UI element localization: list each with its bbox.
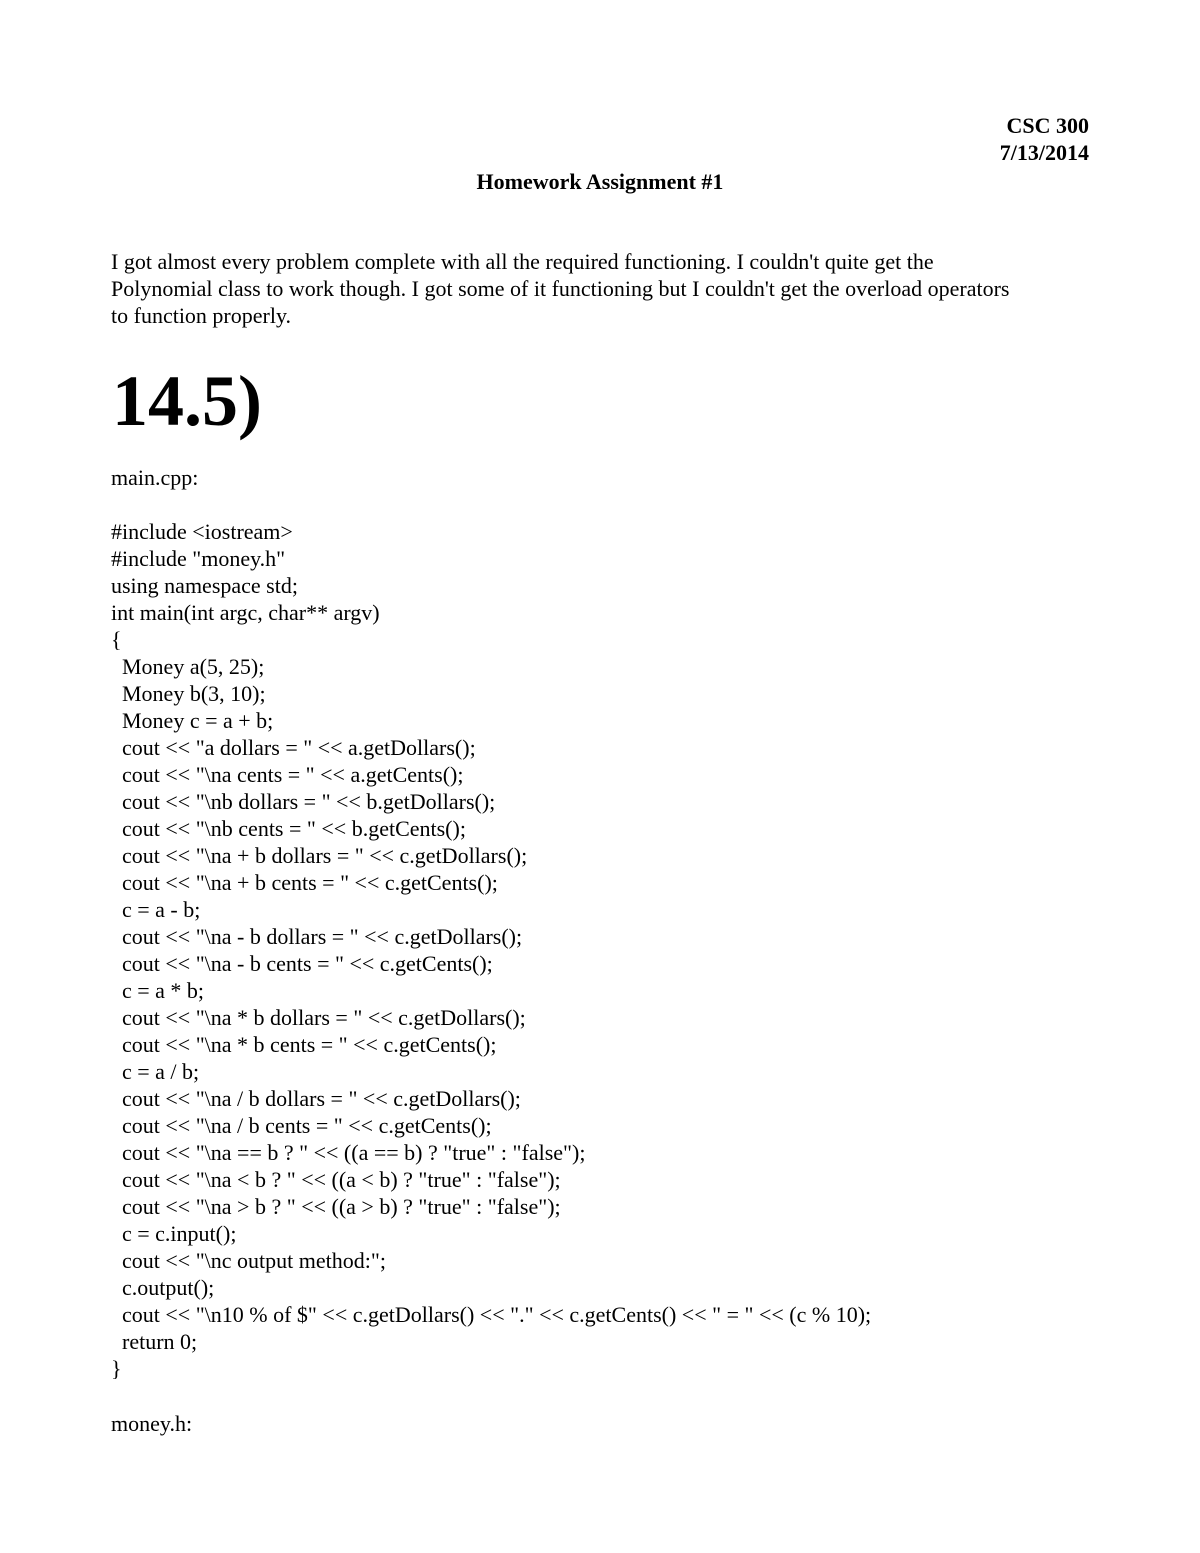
code-line: Money a(5, 25);: [111, 654, 265, 679]
code-line: using namespace std;: [111, 573, 298, 598]
code-line: cout << "\nc output method:";: [111, 1248, 386, 1273]
main-cpp-code-block: [111, 518, 871, 1382]
money-h-label: money.h:: [111, 1411, 193, 1436]
code-line: int main(int argc, char** argv): [111, 600, 380, 625]
code-line: cout << "\na + b dollars = " << c.getDollars();: [111, 843, 528, 868]
code-line: #include "money.h": [111, 546, 286, 571]
intro-line: to function properly.: [111, 303, 292, 328]
code-line: return 0;: [111, 1329, 198, 1354]
problem-number-heading: 14.5): [112, 361, 262, 441]
code-line: cout << "\na cents = " << a.getCents();: [111, 762, 464, 787]
code-line: cout << "\na == b ? " << ((a == b) ? "true" : "false");: [111, 1140, 586, 1165]
code-line: c = a * b;: [111, 978, 205, 1003]
course-code: CSC 300: [1006, 113, 1089, 138]
code-line: cout << "\na > b ? " << ((a > b) ? "true" : "false");: [111, 1194, 561, 1219]
intro-paragraph: [111, 248, 1101, 329]
code-line: cout << "\na / b cents = " << c.getCents();: [111, 1113, 492, 1138]
main-cpp-label: main.cpp:: [111, 465, 199, 490]
code-line: cout << "\na * b cents = " << c.getCents();: [111, 1032, 497, 1057]
code-line: cout << "\na < b ? " << ((a < b) ? "true" : "false");: [111, 1167, 561, 1192]
document-title: Homework Assignment #1: [476, 169, 724, 194]
code-line: {: [111, 627, 122, 652]
code-line: cout << "\na - b dollars = " << c.getDollars();: [111, 924, 523, 949]
code-line: cout << "\nb cents = " << b.getCents();: [111, 816, 466, 841]
code-line: Money c = a + b;: [111, 708, 274, 733]
code-line: cout << "\na * b dollars = " << c.getDollars();: [111, 1005, 526, 1030]
code-line: #include <iostream>: [111, 519, 293, 544]
code-line: cout << "a dollars = " << a.getDollars();: [111, 735, 476, 760]
code-line: c = a / b;: [111, 1059, 200, 1084]
code-line: c.output();: [111, 1275, 215, 1300]
header-info: [1000, 112, 1089, 166]
code-line: cout << "\na / b dollars = " << c.getDollars();: [111, 1086, 521, 1111]
intro-line: I got almost every problem complete with all the required functioning. I couldn't quite get the: [111, 249, 934, 274]
code-line: cout << "\na - b cents = " << c.getCents();: [111, 951, 493, 976]
code-line: cout << "\na + b cents = " << c.getCents();: [111, 870, 498, 895]
code-line: c = a - b;: [111, 897, 201, 922]
code-line: c = c.input();: [111, 1221, 237, 1246]
assignment-date: 7/13/2014: [999, 140, 1089, 165]
intro-line: Polynomial class to work though. I got some of it functioning but I couldn't get the overload operators: [111, 276, 1010, 301]
code-line: cout << "\nb dollars = " << b.getDollars();: [111, 789, 496, 814]
code-line: }: [111, 1356, 122, 1381]
code-line: Money b(3, 10);: [111, 681, 266, 706]
code-line: cout << "\n10 % of $" << c.getDollars() << "." << c.getCents() << " = " << (c % 10);: [111, 1302, 872, 1327]
